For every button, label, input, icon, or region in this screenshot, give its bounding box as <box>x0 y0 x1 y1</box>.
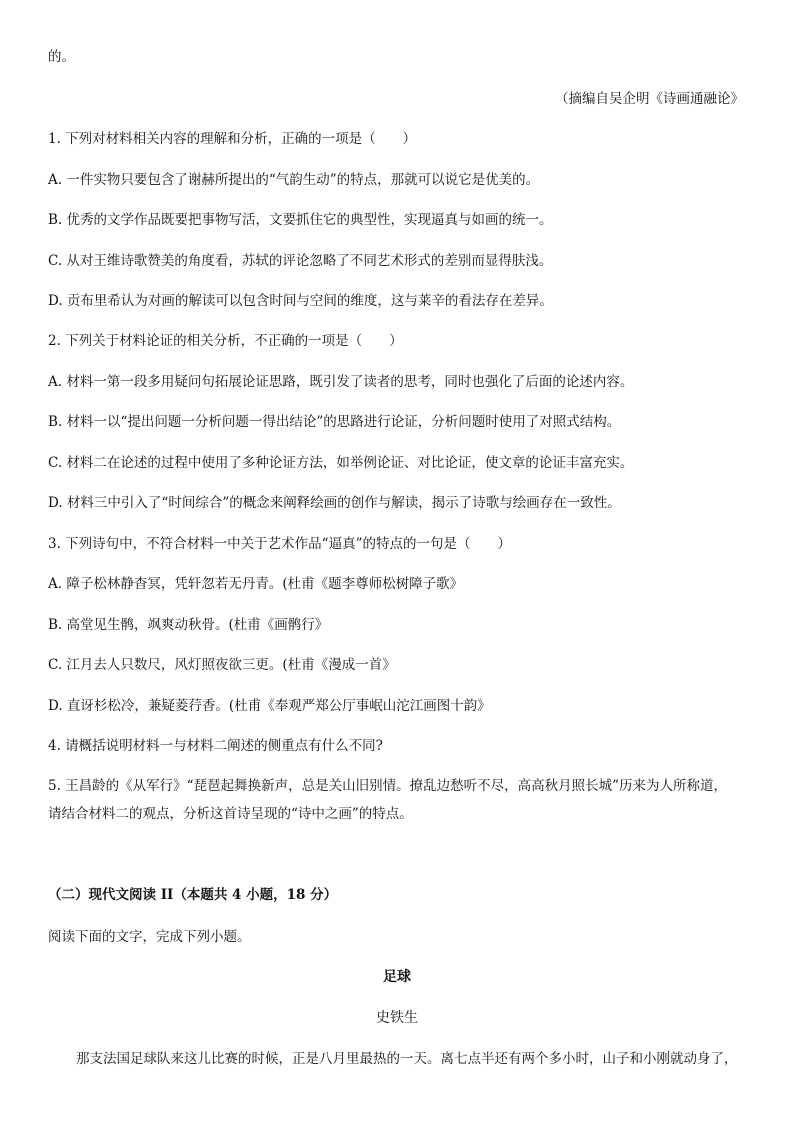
option-2d: D. 材料三中引入了“时间综合”的概念来阐释绘画的创作与解读，揭示了诗歌与绘画存在一致性。 <box>48 495 621 511</box>
text-line: 的。 <box>48 49 75 65</box>
option-3c: C. 江月去人只数尺，风灯照夜欲三更。(杜甫《漫成一首》 <box>48 657 396 673</box>
option-1b: B. 优秀的文学作品既要把事物写活，文要抓住它的典型性，实现逼真与如画的统一。 <box>48 212 553 228</box>
instruction: 阅读下面的文字，完成下列小题。 <box>48 929 251 945</box>
option-2a: A. 材料一第一段多用疑问句拓展论证思路，既引发了读者的思考，同时也强化了后面的论述内容。 <box>48 374 634 390</box>
option-3b: B. 高堂见生鹘，飒爽动秋骨。(杜甫《画鹘行》 <box>48 617 329 633</box>
question-4: 4. 请概括说明材料一与材料二阐述的侧重点有什么不同? <box>48 738 383 754</box>
section-heading: （二）现代文阅读 II（本题共 4 小题，18 分） <box>48 887 338 903</box>
option-1d: D. 贡布里希认为对画的解读可以包含时间与空间的维度，这与莱辛的看法存在差异。 <box>48 293 553 309</box>
question-5-continued: 请结合材料二的观点，分析这首诗呈现的“诗中之画”的特点。 <box>48 806 413 822</box>
article-paragraph: 那支法国足球队来这儿比赛的时候，正是八月里最热的一天。离七点半还有两个多小时，山子和小刚就动身了， <box>76 1051 738 1067</box>
option-1a: A. 一件实物只要包含了谢赫所提出的“气韵生动”的特点，那就可以说它是优美的。 <box>48 172 540 188</box>
option-2c: C. 材料二在论述的过程中使用了多种论证方法，如举例论证、对比论证，使文章的论证丰富充实。 <box>48 455 634 471</box>
source-citation: （摘编自吴企明《诗画通融论》 <box>555 91 744 107</box>
question-1: 1. 下列对材料相关内容的理解和分析，正确的一项是（ ） <box>48 131 417 147</box>
option-3a: A. 障子松林静杳冥，凭轩忽若无丹青。(杜甫《题李尊师松树障子歌》 <box>48 576 464 592</box>
option-3d: D. 直讶杉松冷，兼疑菱荇香。(杜甫《奉观严郑公厅事岷山沱江画图十韵》 <box>48 698 491 714</box>
question-3: 3. 下列诗句中，不符合材料一中关于艺术作品“逼真”的特点的一句是（ ） <box>48 536 511 552</box>
article-title: 足球 <box>383 969 411 985</box>
option-2b: B. 材料一以“提出问题一分析问题一得出结论”的思路进行论证，分析问题时使用了对照式结构。 <box>48 414 621 430</box>
article-author: 史铁生 <box>376 1010 418 1026</box>
option-1c: C. 从对王维诗歌赞美的角度看，苏轼的评论忽略了不同艺术形式的差别而显得肤浅。 <box>48 253 553 269</box>
question-5: 5. 王昌龄的《从军行》“琵琶起舞换新声，总是关山旧别情。撩乱边愁听不尽，高高秋月照长城”历来为人所称道， <box>48 778 727 794</box>
question-2: 2. 下列关于材料论证的相关分析，不正确的一项是（ ） <box>48 333 403 349</box>
